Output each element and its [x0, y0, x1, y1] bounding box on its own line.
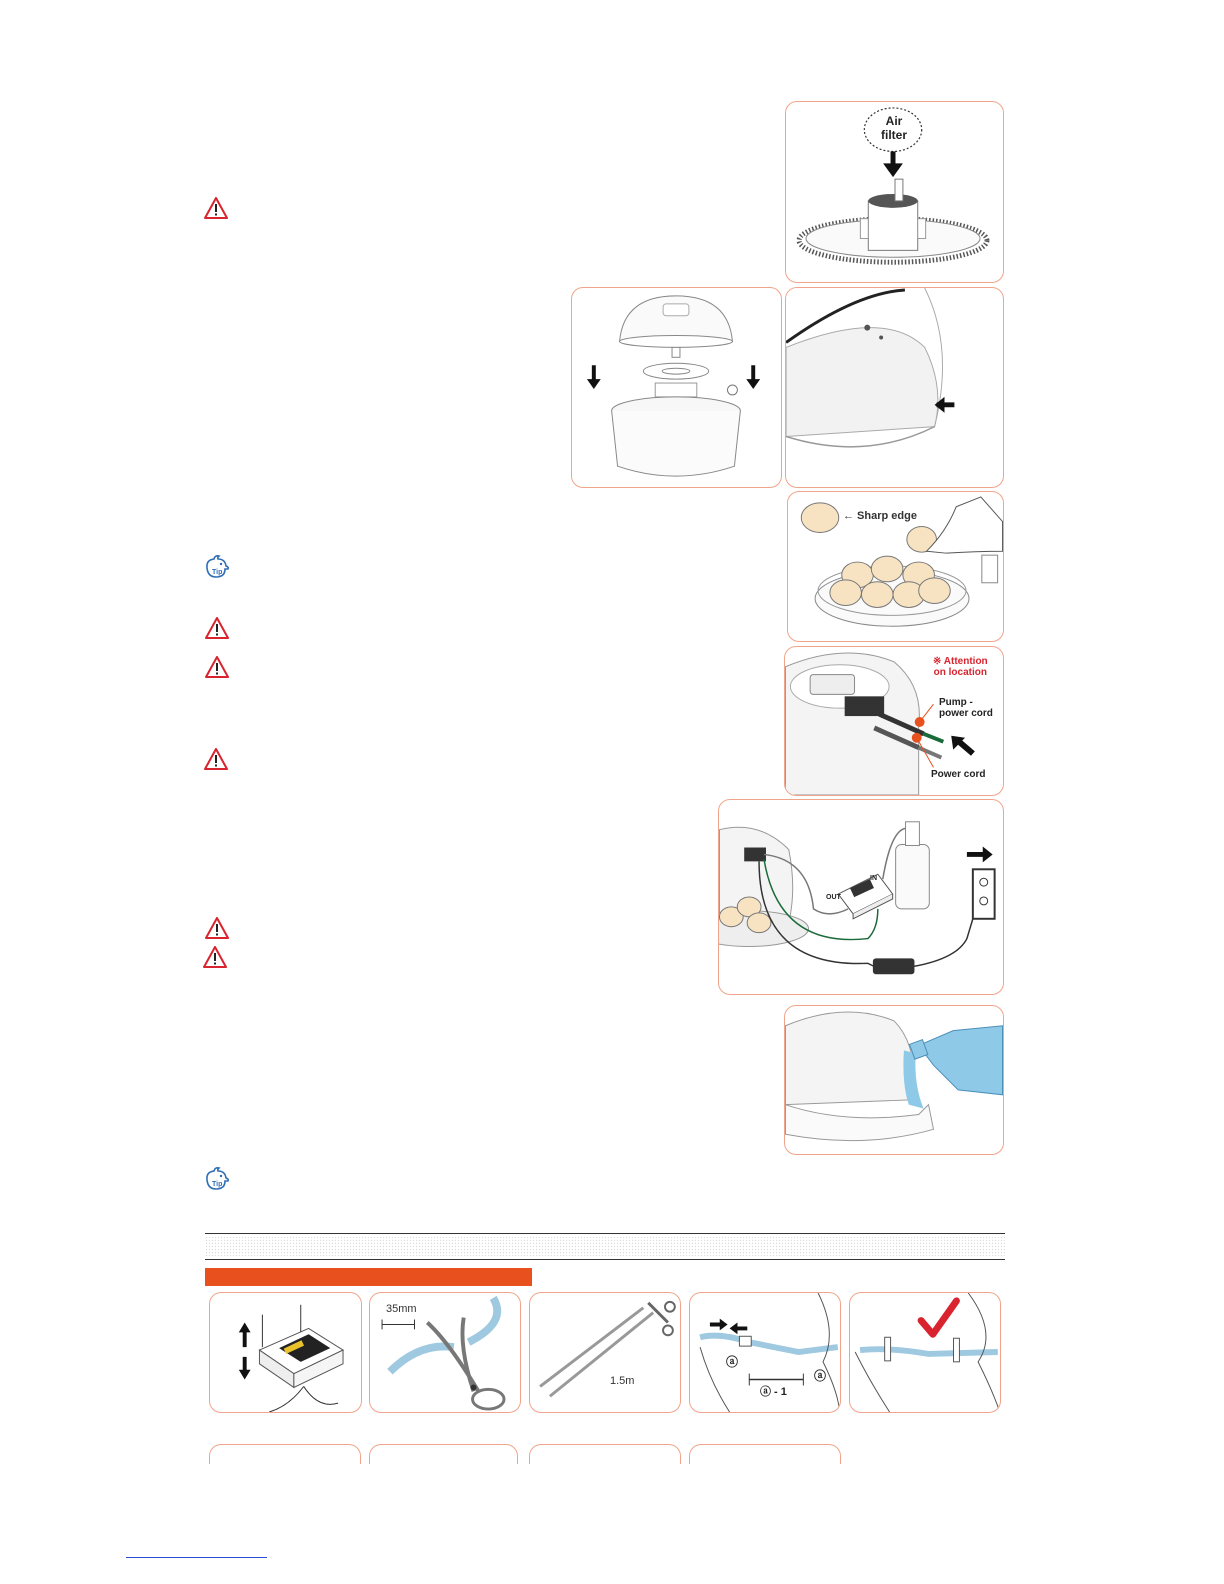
air-filter-illustration — [785, 101, 1004, 283]
step-illustration-partial — [209, 1444, 361, 1464]
footnote-separator — [126, 1557, 267, 1558]
divider-top — [205, 1233, 1005, 1234]
dotted-band — [205, 1236, 1005, 1258]
tip-icon — [203, 554, 231, 580]
mark-a-label: ⓐ — [726, 1355, 739, 1369]
warning-icon — [205, 656, 229, 678]
svg-text:Tip: Tip — [212, 569, 223, 576]
assembly-illustration — [571, 287, 782, 488]
length-35mm-label: 35mm — [386, 1303, 417, 1315]
warning-icon — [205, 917, 229, 939]
cut-tube-15m-illustration — [529, 1292, 681, 1413]
power-cord-label: Power cord — [931, 769, 986, 780]
mark-a-right-label: ⓐ — [814, 1369, 827, 1383]
pump-in-label: IN — [870, 875, 877, 882]
svg-text:Tip: Tip — [212, 1181, 223, 1188]
power-cord-illustration — [784, 646, 1004, 796]
warning-icon — [204, 748, 228, 770]
pump-power-cord-label: Pump - power cord — [939, 697, 993, 719]
warning-icon — [203, 946, 227, 968]
divider-bottom — [205, 1259, 1005, 1260]
pour-water-illustration — [784, 1005, 1004, 1155]
step-illustration-partial — [369, 1444, 518, 1464]
mark-a1-label: ⓐ - 1 — [760, 1386, 787, 1398]
step-illustration-partial — [689, 1444, 841, 1464]
pump-box-illustration — [209, 1292, 362, 1413]
attention-label: ※ Attention on location — [933, 656, 988, 678]
warning-icon — [204, 197, 228, 219]
pump-out-label: OUT — [826, 894, 841, 901]
sharp-edge-label: ← Sharp edge — [843, 510, 917, 522]
tip-icon — [203, 1166, 231, 1192]
length-1-5m-label: 1.5m — [610, 1375, 635, 1387]
pump-setup-illustration — [718, 799, 1004, 995]
section-header-bar — [205, 1268, 532, 1286]
warning-icon — [205, 617, 229, 639]
dome-closeup-illustration — [785, 287, 1004, 488]
air-filter-label: Air filter — [880, 114, 907, 142]
egg-tray-illustration — [787, 491, 1004, 642]
connected-check-illustration — [849, 1292, 1001, 1413]
step-illustration-partial — [529, 1444, 681, 1464]
cut-tube-35mm-illustration — [369, 1292, 521, 1413]
connect-tube-illustration — [689, 1292, 841, 1413]
